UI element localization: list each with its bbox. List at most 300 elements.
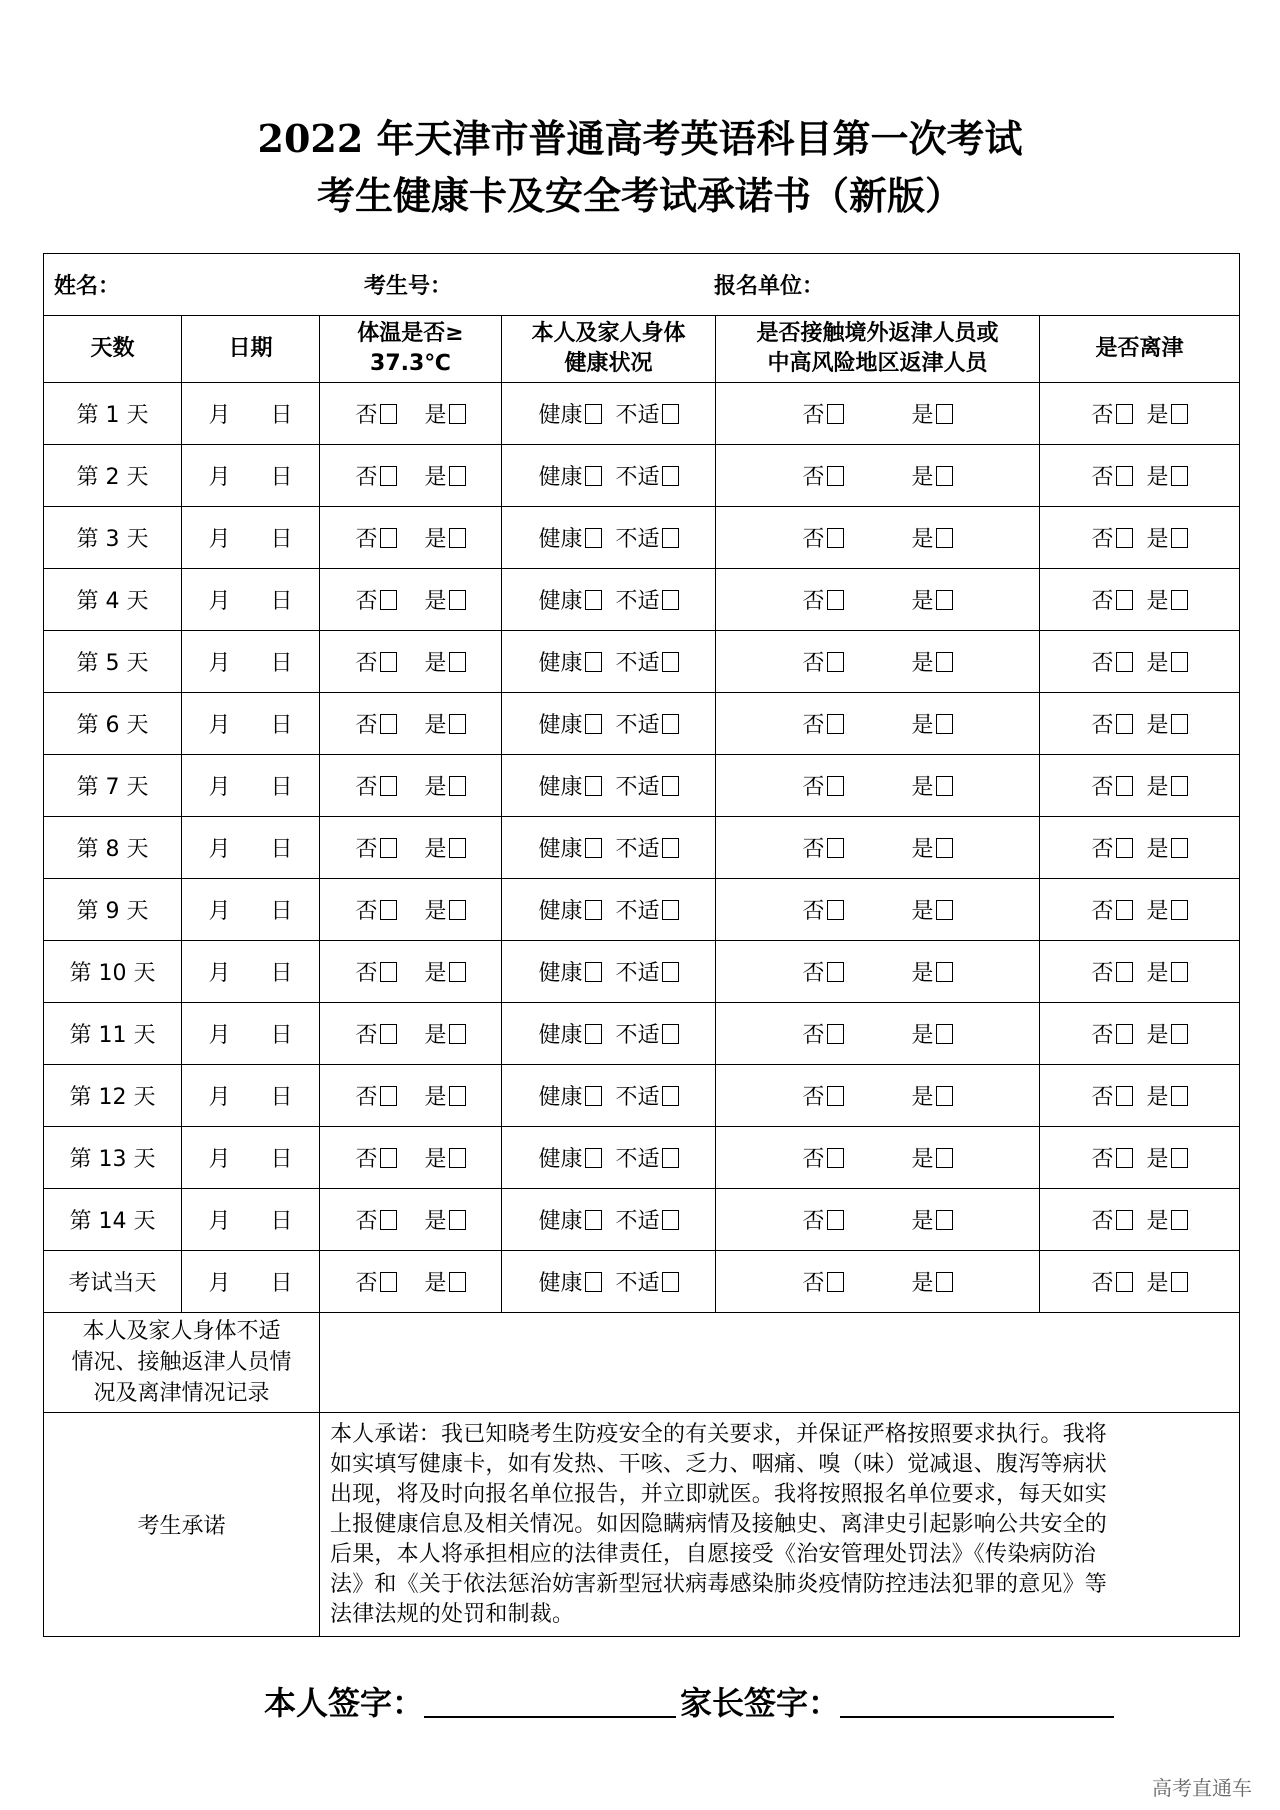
checkbox[interactable] bbox=[1116, 466, 1133, 486]
checkbox[interactable] bbox=[827, 714, 844, 734]
option-label: 不适 bbox=[615, 1147, 660, 1172]
contact-cell bbox=[716, 941, 1040, 1003]
checkbox[interactable] bbox=[1116, 1272, 1133, 1292]
checkbox[interactable] bbox=[585, 1148, 602, 1168]
checkbox[interactable] bbox=[1116, 404, 1133, 424]
left-no bbox=[1092, 584, 1133, 615]
checkbox[interactable] bbox=[936, 1148, 953, 1168]
left-no bbox=[1092, 1266, 1133, 1297]
checkbox[interactable] bbox=[449, 1086, 466, 1106]
left-tianjin-cell bbox=[1040, 1251, 1240, 1313]
checkbox[interactable] bbox=[936, 466, 953, 486]
health-ok bbox=[538, 832, 601, 863]
health-unwell bbox=[616, 770, 679, 801]
contact-cell bbox=[716, 1065, 1040, 1127]
day-row bbox=[44, 1003, 1240, 1065]
checkbox[interactable] bbox=[827, 900, 844, 920]
checkbox[interactable] bbox=[380, 1272, 397, 1292]
temperature-cell bbox=[320, 1251, 502, 1313]
checkbox[interactable] bbox=[827, 1148, 844, 1168]
option-label: 不适 bbox=[615, 1209, 660, 1234]
health-ok bbox=[538, 956, 601, 987]
checkbox[interactable] bbox=[449, 962, 466, 982]
day-row bbox=[44, 445, 1240, 507]
option-label: 否 bbox=[802, 403, 825, 428]
contact-no bbox=[802, 522, 843, 553]
checkbox[interactable] bbox=[827, 1086, 844, 1106]
day-row bbox=[44, 1189, 1240, 1251]
temp-no bbox=[355, 398, 396, 429]
option-label: 健康 bbox=[538, 713, 583, 738]
checkbox[interactable] bbox=[662, 652, 679, 672]
checkbox[interactable] bbox=[449, 590, 466, 610]
checkbox[interactable] bbox=[1171, 528, 1188, 548]
date-cell[interactable] bbox=[182, 445, 320, 507]
contact-no bbox=[802, 1018, 843, 1049]
promise-line: 如实填写健康卡，如有发热、干咳、乏力、咽痛、嗅（味）觉减退、腹泻等病状 bbox=[330, 1451, 1108, 1477]
checkbox[interactable] bbox=[827, 838, 844, 858]
checkbox[interactable] bbox=[449, 1148, 466, 1168]
option-label: 是 bbox=[1146, 961, 1169, 986]
day-label: 第 6 天 bbox=[44, 693, 182, 755]
checkbox[interactable] bbox=[662, 1024, 679, 1044]
checkbox[interactable] bbox=[380, 590, 397, 610]
record-label-line: 况及离津情况记录 bbox=[93, 1381, 270, 1406]
temp-yes bbox=[425, 708, 466, 739]
option-label: 否 bbox=[355, 837, 378, 862]
checkbox[interactable] bbox=[380, 1148, 397, 1168]
date-cell[interactable] bbox=[182, 383, 320, 445]
option-label: 是 bbox=[911, 713, 934, 738]
checkbox[interactable] bbox=[1116, 900, 1133, 920]
checkbox[interactable] bbox=[936, 652, 953, 672]
checkbox[interactable] bbox=[1171, 776, 1188, 796]
checkbox[interactable] bbox=[380, 838, 397, 858]
date-cell[interactable] bbox=[182, 817, 320, 879]
promise-row bbox=[44, 1413, 1240, 1637]
temp-no bbox=[355, 584, 396, 615]
checkbox[interactable] bbox=[449, 838, 466, 858]
option-label: 否 bbox=[355, 713, 378, 738]
checkbox[interactable] bbox=[449, 404, 466, 424]
checkbox[interactable] bbox=[585, 1210, 602, 1230]
self-signature-line[interactable] bbox=[424, 1716, 676, 1718]
checkbox[interactable] bbox=[380, 714, 397, 734]
date-cell[interactable] bbox=[182, 879, 320, 941]
checkbox[interactable] bbox=[585, 1024, 602, 1044]
temperature-cell bbox=[320, 1003, 502, 1065]
contact-yes bbox=[912, 1018, 953, 1049]
checkbox[interactable] bbox=[662, 838, 679, 858]
parent-signature-line[interactable] bbox=[840, 1716, 1114, 1718]
checkbox[interactable] bbox=[380, 962, 397, 982]
option-label: 是 bbox=[1146, 1147, 1169, 1172]
option-label: 健康 bbox=[538, 1085, 583, 1110]
temp-yes bbox=[425, 1266, 466, 1297]
month-label: 月 bbox=[208, 713, 231, 738]
unit-field[interactable]: 报名单位： bbox=[714, 274, 825, 299]
checkbox[interactable] bbox=[1171, 714, 1188, 734]
health-ok bbox=[538, 894, 601, 925]
checkbox[interactable] bbox=[827, 1024, 844, 1044]
health-unwell bbox=[616, 646, 679, 677]
date-cell[interactable] bbox=[182, 631, 320, 693]
left-tianjin-cell bbox=[1040, 1127, 1240, 1189]
checkbox[interactable] bbox=[827, 528, 844, 548]
day-row bbox=[44, 507, 1240, 569]
health-ok bbox=[538, 708, 601, 739]
option-label: 健康 bbox=[538, 837, 583, 862]
checkbox[interactable] bbox=[380, 466, 397, 486]
date-cell[interactable] bbox=[182, 1251, 320, 1313]
checkbox[interactable] bbox=[936, 404, 953, 424]
option-label: 是 bbox=[911, 837, 934, 862]
checkbox[interactable] bbox=[662, 466, 679, 486]
option-label: 是 bbox=[911, 1147, 934, 1172]
option-label: 否 bbox=[1091, 1085, 1114, 1110]
temp-yes bbox=[425, 584, 466, 615]
option-label: 是 bbox=[424, 1271, 447, 1296]
option-label: 否 bbox=[1091, 1023, 1114, 1048]
checkbox[interactable] bbox=[449, 900, 466, 920]
day-unit-label: 日 bbox=[270, 1023, 293, 1048]
left-no bbox=[1092, 1018, 1133, 1049]
option-label: 否 bbox=[802, 1271, 825, 1296]
checkbox[interactable] bbox=[449, 466, 466, 486]
option-label: 健康 bbox=[538, 1147, 583, 1172]
option-label: 是 bbox=[424, 465, 447, 490]
date-cell[interactable] bbox=[182, 1003, 320, 1065]
option-label: 是 bbox=[424, 899, 447, 924]
day-unit-label: 日 bbox=[270, 775, 293, 800]
checkbox[interactable] bbox=[936, 714, 953, 734]
checkbox[interactable] bbox=[1116, 838, 1133, 858]
option-label: 是 bbox=[911, 1271, 934, 1296]
option-label: 否 bbox=[1091, 837, 1114, 862]
checkbox[interactable] bbox=[1116, 528, 1133, 548]
date-cell[interactable] bbox=[182, 755, 320, 817]
temp-no bbox=[355, 1018, 396, 1049]
checkbox[interactable] bbox=[827, 1210, 844, 1230]
contact-yes bbox=[912, 894, 953, 925]
health-unwell bbox=[616, 708, 679, 739]
option-label: 否 bbox=[1091, 961, 1114, 986]
option-label: 否 bbox=[355, 961, 378, 986]
checkbox[interactable] bbox=[380, 652, 397, 672]
option-label: 是 bbox=[1146, 1085, 1169, 1110]
left-tianjin-cell bbox=[1040, 879, 1240, 941]
left-no bbox=[1092, 1080, 1133, 1111]
checkbox[interactable] bbox=[1116, 714, 1133, 734]
checkbox[interactable] bbox=[827, 404, 844, 424]
day-unit-label: 日 bbox=[270, 837, 293, 862]
record-row bbox=[44, 1313, 1240, 1413]
checkbox[interactable] bbox=[585, 652, 602, 672]
temp-no bbox=[355, 1266, 396, 1297]
checkbox[interactable] bbox=[936, 1086, 953, 1106]
checkbox[interactable] bbox=[1116, 590, 1133, 610]
option-label: 否 bbox=[1091, 1147, 1114, 1172]
checkbox[interactable] bbox=[1116, 1024, 1133, 1044]
day-label: 第 12 天 bbox=[44, 1065, 182, 1127]
checkbox[interactable] bbox=[1171, 1086, 1188, 1106]
contact-cell bbox=[716, 755, 1040, 817]
day-unit-label: 日 bbox=[270, 403, 293, 428]
left-yes bbox=[1147, 584, 1188, 615]
day-unit-label: 日 bbox=[270, 961, 293, 986]
option-label: 否 bbox=[802, 1147, 825, 1172]
option-label: 否 bbox=[802, 713, 825, 738]
option-label: 否 bbox=[802, 527, 825, 552]
option-label: 是 bbox=[1146, 1023, 1169, 1048]
option-label: 是 bbox=[424, 589, 447, 614]
temp-no bbox=[355, 894, 396, 925]
left-no bbox=[1092, 894, 1133, 925]
checkbox[interactable] bbox=[449, 1272, 466, 1292]
checkbox[interactable] bbox=[1116, 1148, 1133, 1168]
checkbox[interactable] bbox=[662, 528, 679, 548]
left-tianjin-cell bbox=[1040, 569, 1240, 631]
date-cell[interactable] bbox=[182, 1189, 320, 1251]
option-label: 是 bbox=[424, 961, 447, 986]
checkbox[interactable] bbox=[585, 1086, 602, 1106]
checkbox[interactable] bbox=[449, 714, 466, 734]
health-cell bbox=[502, 1003, 716, 1065]
checkbox[interactable] bbox=[380, 900, 397, 920]
checkbox[interactable] bbox=[936, 1024, 953, 1044]
checkbox[interactable] bbox=[827, 590, 844, 610]
checkbox[interactable] bbox=[1116, 652, 1133, 672]
checkbox[interactable] bbox=[662, 404, 679, 424]
checkbox[interactable] bbox=[449, 1210, 466, 1230]
checkbox[interactable] bbox=[662, 714, 679, 734]
left-yes bbox=[1147, 832, 1188, 863]
day-row bbox=[44, 693, 1240, 755]
option-label: 不适 bbox=[615, 465, 660, 490]
checkbox[interactable] bbox=[380, 404, 397, 424]
checkbox[interactable] bbox=[585, 776, 602, 796]
option-label: 是 bbox=[1146, 899, 1169, 924]
exam-id-field[interactable]: 考生号： bbox=[364, 274, 453, 299]
day-unit-label: 日 bbox=[270, 713, 293, 738]
checkbox[interactable] bbox=[936, 528, 953, 548]
date-cell[interactable] bbox=[182, 1065, 320, 1127]
date-cell[interactable] bbox=[182, 941, 320, 1003]
temperature-cell bbox=[320, 1189, 502, 1251]
checkbox[interactable] bbox=[449, 776, 466, 796]
col-contact bbox=[716, 316, 1040, 383]
checkbox[interactable] bbox=[1171, 900, 1188, 920]
checkbox[interactable] bbox=[662, 590, 679, 610]
health-ok bbox=[538, 1080, 601, 1111]
left-yes bbox=[1147, 894, 1188, 925]
left-yes bbox=[1147, 770, 1188, 801]
contact-yes bbox=[912, 460, 953, 491]
health-cell bbox=[502, 1127, 716, 1189]
checkbox[interactable] bbox=[662, 900, 679, 920]
option-label: 是 bbox=[911, 1023, 934, 1048]
promise-line: 法律法规的处罚和制裁。 bbox=[330, 1601, 575, 1627]
option-label: 否 bbox=[355, 1085, 378, 1110]
checkbox[interactable] bbox=[380, 1210, 397, 1230]
option-label: 是 bbox=[911, 651, 934, 676]
checkbox[interactable] bbox=[936, 1272, 953, 1292]
temperature-cell bbox=[320, 1065, 502, 1127]
contact-yes bbox=[912, 956, 953, 987]
col-temperature-line2: 37.3℃ bbox=[370, 351, 451, 376]
checkbox[interactable] bbox=[1116, 1086, 1133, 1106]
checkbox[interactable] bbox=[662, 962, 679, 982]
left-tianjin-cell bbox=[1040, 507, 1240, 569]
option-label: 健康 bbox=[538, 465, 583, 490]
checkbox[interactable] bbox=[936, 900, 953, 920]
left-tianjin-cell bbox=[1040, 1065, 1240, 1127]
contact-yes bbox=[912, 584, 953, 615]
checkbox[interactable] bbox=[827, 776, 844, 796]
day-row bbox=[44, 631, 1240, 693]
checkbox[interactable] bbox=[585, 528, 602, 548]
option-label: 否 bbox=[802, 1023, 825, 1048]
option-label: 否 bbox=[1091, 1271, 1114, 1296]
checkbox[interactable] bbox=[1171, 652, 1188, 672]
checkbox[interactable] bbox=[585, 590, 602, 610]
checkbox[interactable] bbox=[1116, 776, 1133, 796]
checkbox[interactable] bbox=[827, 466, 844, 486]
day-row bbox=[44, 383, 1240, 445]
checkbox[interactable] bbox=[585, 838, 602, 858]
health-unwell bbox=[616, 894, 679, 925]
checkbox[interactable] bbox=[936, 1210, 953, 1230]
name-field[interactable]: 姓名： bbox=[54, 274, 121, 299]
checkbox[interactable] bbox=[1171, 838, 1188, 858]
option-label: 是 bbox=[424, 1085, 447, 1110]
checkbox[interactable] bbox=[380, 776, 397, 796]
checkbox[interactable] bbox=[662, 1210, 679, 1230]
checkbox[interactable] bbox=[936, 776, 953, 796]
checkbox[interactable] bbox=[1171, 590, 1188, 610]
checkbox[interactable] bbox=[1171, 404, 1188, 424]
checkbox[interactable] bbox=[1116, 1210, 1133, 1230]
checkbox[interactable] bbox=[936, 838, 953, 858]
checkbox[interactable] bbox=[662, 1272, 679, 1292]
checkbox[interactable] bbox=[585, 714, 602, 734]
checkbox[interactable] bbox=[1171, 466, 1188, 486]
left-no bbox=[1092, 956, 1133, 987]
day-label: 第 2 天 bbox=[44, 445, 182, 507]
health-unwell bbox=[616, 1080, 679, 1111]
checkbox[interactable] bbox=[449, 1024, 466, 1044]
option-label: 是 bbox=[424, 1147, 447, 1172]
contact-yes bbox=[912, 522, 953, 553]
temp-no bbox=[355, 770, 396, 801]
checkbox[interactable] bbox=[380, 528, 397, 548]
checkbox[interactable] bbox=[827, 652, 844, 672]
temp-yes bbox=[425, 1080, 466, 1111]
date-cell[interactable] bbox=[182, 507, 320, 569]
col-health-line2: 健康状况 bbox=[564, 351, 653, 376]
checkbox[interactable] bbox=[827, 1272, 844, 1292]
checkbox[interactable] bbox=[449, 528, 466, 548]
option-label: 否 bbox=[1091, 403, 1114, 428]
checkbox[interactable] bbox=[1116, 962, 1133, 982]
health-unwell bbox=[616, 398, 679, 429]
option-label: 健康 bbox=[538, 899, 583, 924]
day-row bbox=[44, 569, 1240, 631]
date-cell[interactable] bbox=[182, 693, 320, 755]
checkbox[interactable] bbox=[662, 1148, 679, 1168]
option-label: 否 bbox=[802, 899, 825, 924]
left-yes bbox=[1147, 398, 1188, 429]
checkbox[interactable] bbox=[585, 404, 602, 424]
contact-no bbox=[802, 832, 843, 863]
month-label: 月 bbox=[208, 837, 231, 862]
checkbox[interactable] bbox=[1171, 1024, 1188, 1044]
date-cell[interactable] bbox=[182, 569, 320, 631]
contact-no bbox=[802, 956, 843, 987]
month-label: 月 bbox=[208, 589, 231, 614]
temp-no bbox=[355, 956, 396, 987]
promise-line: 后果，本人将承担相应的法律责任，自愿接受《治安管理处罚法》《传染病防治 bbox=[330, 1541, 1097, 1567]
option-label: 否 bbox=[355, 1209, 378, 1234]
checkbox[interactable] bbox=[585, 1272, 602, 1292]
checkbox[interactable] bbox=[585, 466, 602, 486]
checkbox[interactable] bbox=[585, 962, 602, 982]
day-row bbox=[44, 1065, 1240, 1127]
checkbox[interactable] bbox=[380, 1024, 397, 1044]
left-no bbox=[1092, 460, 1133, 491]
temp-yes bbox=[425, 398, 466, 429]
date-cell[interactable] bbox=[182, 1127, 320, 1189]
option-label: 不适 bbox=[615, 899, 660, 924]
option-label: 否 bbox=[802, 961, 825, 986]
checkbox[interactable] bbox=[662, 1086, 679, 1106]
checkbox[interactable] bbox=[827, 962, 844, 982]
contact-no bbox=[802, 708, 843, 739]
checkbox[interactable] bbox=[1171, 1148, 1188, 1168]
health-card-table bbox=[43, 253, 1240, 1637]
health-cell bbox=[502, 693, 716, 755]
checkbox[interactable] bbox=[449, 652, 466, 672]
left-no bbox=[1092, 770, 1133, 801]
checkbox[interactable] bbox=[1171, 1272, 1188, 1292]
checkbox[interactable] bbox=[1171, 962, 1188, 982]
option-label: 是 bbox=[1146, 775, 1169, 800]
checkbox[interactable] bbox=[662, 776, 679, 796]
contact-yes bbox=[912, 1080, 953, 1111]
left-no bbox=[1092, 646, 1133, 677]
checkbox[interactable] bbox=[1171, 1210, 1188, 1230]
option-label: 健康 bbox=[538, 403, 583, 428]
contact-no bbox=[802, 584, 843, 615]
option-label: 不适 bbox=[615, 589, 660, 614]
option-label: 是 bbox=[911, 899, 934, 924]
checkbox[interactable] bbox=[936, 590, 953, 610]
month-label: 月 bbox=[208, 775, 231, 800]
health-cell bbox=[502, 507, 716, 569]
temperature-cell bbox=[320, 693, 502, 755]
info-row bbox=[44, 254, 1240, 316]
record-input[interactable] bbox=[320, 1313, 1240, 1413]
checkbox[interactable] bbox=[585, 900, 602, 920]
temperature-cell bbox=[320, 445, 502, 507]
left-no bbox=[1092, 708, 1133, 739]
temperature-cell bbox=[320, 383, 502, 445]
health-ok bbox=[538, 1266, 601, 1297]
checkbox[interactable] bbox=[936, 962, 953, 982]
contact-cell bbox=[716, 1189, 1040, 1251]
record-label-line: 情况、接触返津人员情 bbox=[71, 1350, 292, 1375]
checkbox[interactable] bbox=[380, 1086, 397, 1106]
